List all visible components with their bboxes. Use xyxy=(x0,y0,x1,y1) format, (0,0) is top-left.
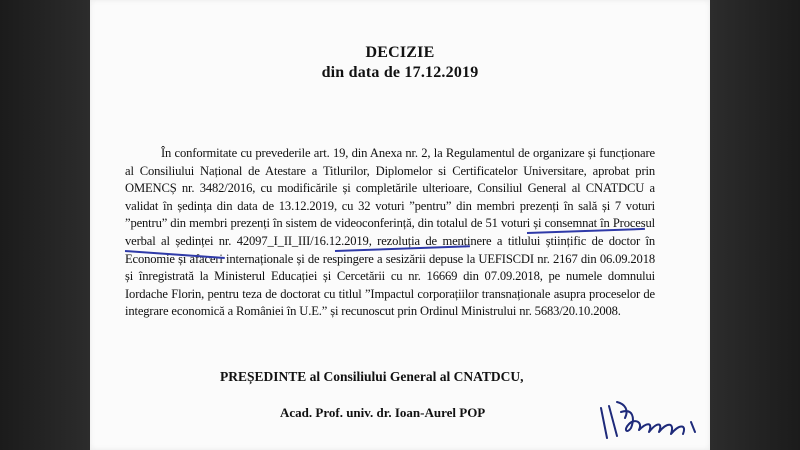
handwritten-signature xyxy=(595,388,705,443)
document-title: DECIZIE xyxy=(365,44,435,61)
president-title: PREȘEDINTE al Consiliului General al CNATDCU, xyxy=(220,369,524,384)
signer-name: Acad. Prof. univ. dr. Ioan-Aurel POP xyxy=(280,405,486,420)
document-date: din data de 17.12.2019 xyxy=(321,64,479,81)
document-page xyxy=(90,0,710,450)
decision-body-text: În conformitate cu prevederile art. 19, din Anexa nr. 2, la Regulamentul de organizare și funcționare al Consiliului Național de Atestare a Titlurilor, Diplomelor si Certificatelor Universitare, aprobat prin OMENCȘ nr. 3482/2016, cu modificările și completările ulterioare, Consiliul General al CNATDCU a validat în ședința din data de 13.12.2019, cu 32 voturi ”pentru” din membri prezenți în sală și 7 voturi ”pentru” din membri prezenți în sistem de videoconferință, din totalul de 51 voturi și consemnat în Procesul verbal al ședinței nr. 42097_I_II_III/16.12.2019, rezoluția de menținere a titlului științific de doctor în Economie și afaceri internaționale și de respingere a sesizării depuse la UEFISCDI nr. 2167 din 06.09.2018 și înregistrată la Ministerul Educației și Cercetării cu nr. 16669 din 07.09.2018, pe numele domnului Iordache Florin, pentru teza de doctorat cu titlul ”Impactul corporațiilor transnaționale asupra proceselor de integrare economică a României în U.E.” și recunoscut prin Ordinul Ministrului nr. 5683/20.10.2008. xyxy=(125,146,655,319)
right-frame-bar xyxy=(710,0,800,450)
left-frame-bar xyxy=(0,0,90,450)
